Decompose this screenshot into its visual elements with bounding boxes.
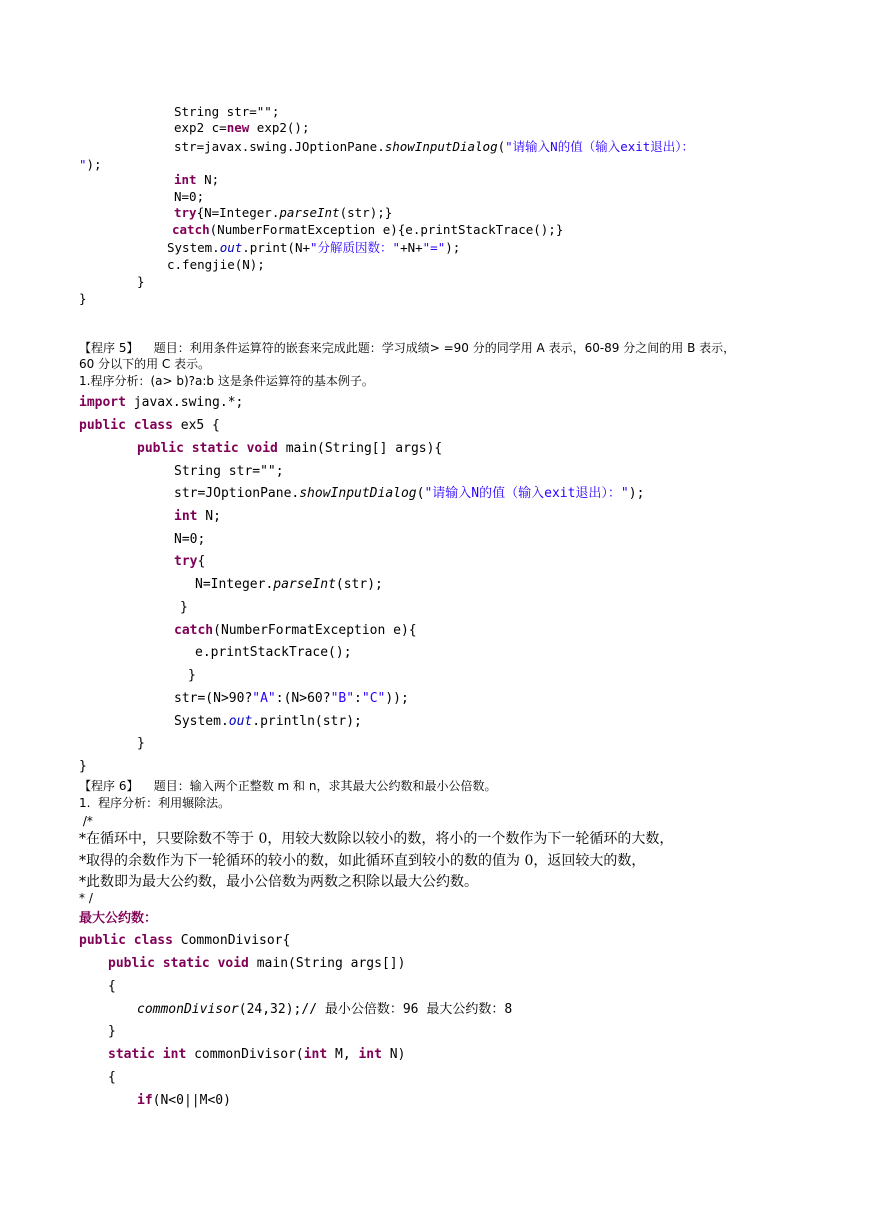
code-line <box>174 624 417 637</box>
comment-line <box>79 875 478 889</box>
program-title: 【程序 6】 <box>79 779 139 793</box>
code-text: (str);} <box>339 205 393 220</box>
code-line <box>108 1025 116 1038</box>
code-line <box>174 715 362 728</box>
keyword: import <box>79 395 126 410</box>
code-text: } <box>79 759 87 774</box>
keyword: if <box>137 1093 153 1108</box>
comment-text: *此数即为最大公约数，最小公倍数为两数之积除以最大公约数。 <box>79 874 478 890</box>
code-text: ); <box>445 240 461 255</box>
code-text: N=0; <box>174 189 205 204</box>
code-text: } <box>79 291 87 306</box>
code-line <box>108 1048 405 1061</box>
code-line <box>174 487 644 500</box>
code-line <box>79 934 290 947</box>
code-text: main(String[] args){ <box>277 441 443 456</box>
code-text: } <box>137 736 145 751</box>
code-line <box>79 159 102 172</box>
code-text: (str); <box>335 577 383 592</box>
code-text: {N=Integer. <box>196 205 280 220</box>
string-literal: "请输入N的值（输入exit退出）： <box>505 139 695 154</box>
comment-line <box>79 815 93 827</box>
code-line <box>108 1071 116 1084</box>
code-line <box>79 760 87 773</box>
code-line <box>79 293 87 306</box>
section-heading: 最大公约数： <box>79 911 158 926</box>
string-literal: "分解质因数：" <box>310 240 401 255</box>
code-line <box>108 980 116 993</box>
code-text: ( <box>497 139 506 154</box>
code-text: :(N>60? <box>275 691 331 706</box>
comment-line <box>79 854 645 868</box>
code-text: e.printStackTrace(); <box>195 645 352 660</box>
code-text: ); <box>628 486 645 501</box>
code-text: M, <box>327 1047 359 1062</box>
code-line <box>174 510 221 523</box>
code-line <box>137 1003 512 1016</box>
code-text: } <box>108 1024 116 1039</box>
code-line <box>137 1094 231 1107</box>
method-name: showInputDialog <box>299 486 417 501</box>
code-line <box>137 442 442 455</box>
string-literal: "=" <box>422 240 446 255</box>
code-text: (24,32);// 最小公倍数：96 最大公约数：8 <box>238 1002 513 1017</box>
code-text: main(String args[]) <box>248 956 406 971</box>
method-name: parseInt <box>273 577 336 592</box>
code-text: N=Integer. <box>195 577 274 592</box>
code-text: .println(str); <box>252 714 362 729</box>
keyword: public class <box>79 418 173 433</box>
code-text: exp2(); <box>249 120 310 135</box>
keyword: public static void <box>108 956 249 971</box>
code-line <box>174 692 409 705</box>
program-question: 题目：利用条件运算符的嵌套来完成此题：学习成绩> =90 分的同学用 A 表示，60-89 分之间的用 B 表示， <box>153 341 736 355</box>
code-text: { <box>108 979 116 994</box>
code-text: str=JOptionPane. <box>174 486 300 501</box>
keyword: try <box>174 205 197 220</box>
keyword: int <box>303 1047 328 1062</box>
code-line <box>108 957 405 970</box>
code-line <box>167 259 265 272</box>
code-text: System. <box>167 240 220 255</box>
keyword: static int <box>108 1047 187 1062</box>
code-text: c.fengjie(N); <box>167 257 265 272</box>
code-text: { <box>197 554 206 569</box>
code-text: CommonDivisor{ <box>172 933 291 948</box>
method-name: showInputDialog <box>384 139 498 154</box>
code-text: +N+ <box>400 240 423 255</box>
program-5-analysis <box>79 375 374 387</box>
program-5-question-cont <box>79 358 210 370</box>
code-line <box>180 601 188 614</box>
comment-text: /* <box>79 814 93 828</box>
keyword: int <box>174 509 198 524</box>
code-text: str=(N>90? <box>174 691 253 706</box>
keyword: try <box>174 554 198 569</box>
string-literal: " <box>79 157 87 172</box>
code-text: .print(N+ <box>242 240 310 255</box>
program-question: 60 分以下的用 C 表示。 <box>79 357 211 371</box>
code-line <box>174 122 309 135</box>
method-name: parseInt <box>279 205 340 220</box>
keyword: public static void <box>137 441 278 456</box>
code-text: System. <box>174 714 229 729</box>
code-line <box>174 207 392 220</box>
code-line <box>172 224 563 237</box>
code-text: String str=""; <box>174 464 284 479</box>
string-literal: "B" <box>330 691 355 706</box>
program-analysis: 1. 程序分析：利用辗除法。 <box>79 796 231 810</box>
code-text: commonDivisor( <box>186 1047 304 1062</box>
program-6-analysis <box>79 797 230 809</box>
code-text: } <box>137 274 145 289</box>
code-line <box>174 465 284 478</box>
code-text: str=javax.swing.JOptionPane. <box>174 139 385 154</box>
code-line <box>174 174 219 187</box>
code-line <box>195 646 352 659</box>
comment-text: *在循环中，只要除数不等于 0，用较大数除以较小的数，将小的一个数作为下一轮循环的大数， <box>79 831 674 847</box>
code-line <box>195 578 383 591</box>
code-text: )); <box>385 691 409 706</box>
code-line <box>167 242 460 255</box>
code-line <box>137 276 145 289</box>
keyword: new <box>226 120 250 135</box>
code-text: } <box>180 600 188 615</box>
code-line <box>137 737 145 750</box>
code-text: (N<0||M<0) <box>152 1093 231 1108</box>
code-text: ( <box>416 486 425 501</box>
code-line <box>174 141 694 154</box>
comment-line <box>79 832 673 846</box>
code-text: N=0; <box>174 532 206 547</box>
code-line <box>174 533 205 546</box>
keyword: int <box>358 1047 382 1062</box>
code-text: ); <box>86 157 102 172</box>
program-question: 题目：输入两个正整数 m 和 n，求其最大公约数和最小公倍数。 <box>153 779 497 793</box>
code-line <box>174 106 279 119</box>
code-line <box>79 419 220 432</box>
code-text: exp2 c= <box>174 120 227 135</box>
program-5-header <box>79 342 735 354</box>
string-literal: "C" <box>361 691 386 706</box>
code-text: String str=""; <box>174 104 280 119</box>
code-text: (NumberFormatException e){e.printStackTrace();} <box>209 222 564 237</box>
code-text: javax.swing.*; <box>125 395 244 410</box>
program-6-header <box>79 780 496 792</box>
code-text: N; <box>196 172 220 187</box>
keyword: catch <box>172 222 210 237</box>
string-literal: "请输入N的值（输入exit退出）：" <box>424 486 629 501</box>
code-text: (NumberFormatException e){ <box>213 623 417 638</box>
keyword: catch <box>174 623 214 638</box>
code-line <box>174 555 205 568</box>
field-name: out <box>228 714 253 729</box>
code-text: ex5 { <box>172 418 220 433</box>
comment-text: *取得的余数作为下一轮循环的较小的数，如此循环直到较小的数的值为 0，返回较大的数， <box>79 853 646 869</box>
string-literal: "A" <box>252 691 276 706</box>
code-line <box>174 191 204 204</box>
code-text: N; <box>197 509 221 524</box>
code-line <box>188 669 196 682</box>
field-name: out <box>219 240 243 255</box>
program-title: 【程序 5】 <box>79 341 139 355</box>
keyword: public class <box>79 933 173 948</box>
code-text: N) <box>381 1047 406 1062</box>
comment-text: * / <box>79 891 93 905</box>
comment-line <box>79 892 93 904</box>
keyword: int <box>174 172 197 187</box>
program-analysis: 1.程序分析：(a> b)?a:b 这是条件运算符的基本例子。 <box>79 374 374 388</box>
code-line <box>79 396 243 409</box>
method-name: commonDivisor <box>137 1002 239 1017</box>
code-text: { <box>108 1070 116 1085</box>
code-text: : <box>354 691 362 706</box>
code-text: } <box>188 668 196 683</box>
